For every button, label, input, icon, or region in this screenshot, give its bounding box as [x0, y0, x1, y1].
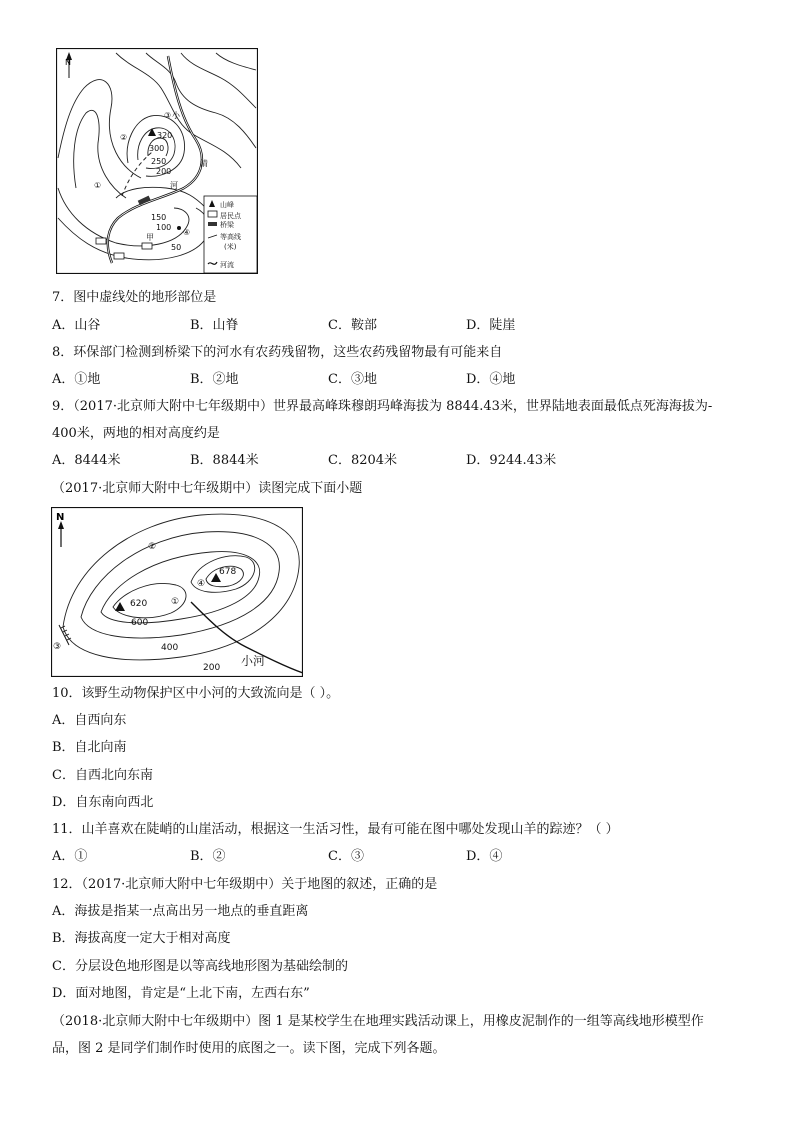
- group-2-intro-line-2: 品，图 2 是同学们制作时使用的底图之一。读下图，完成下列各题。: [52, 1041, 446, 1056]
- q12-option-b[interactable]: B．海拔高度一定大于相对高度: [52, 931, 231, 946]
- point-2: ②: [120, 133, 128, 142]
- contour-300: 300: [149, 144, 165, 153]
- north-label: N: [56, 512, 65, 523]
- contour-400: 400: [161, 643, 179, 653]
- map-legend: [204, 196, 257, 273]
- q8-option-a[interactable]: A．①地: [52, 372, 101, 387]
- river-label: 小河: [241, 654, 266, 668]
- question-8-stem: 8．环保部门检测到桥梁下的河水有农药残留物，这些农药残留物最有可能来自: [52, 345, 503, 360]
- legend-river: 河流: [220, 261, 234, 269]
- q8-option-d[interactable]: D．④地: [466, 372, 516, 387]
- point-1: ①: [94, 181, 102, 190]
- legend-contour: 等高线: [220, 233, 241, 241]
- q11-option-c[interactable]: C．③: [328, 849, 364, 864]
- q11-option-a[interactable]: A．①: [52, 849, 88, 864]
- q10-option-c[interactable]: C．自西北向东南: [52, 768, 153, 783]
- legend-peak: 山峰: [220, 201, 234, 209]
- q11-option-b[interactable]: B．②: [190, 849, 226, 864]
- point-1: ①: [171, 597, 180, 607]
- point-4: ④: [197, 579, 206, 589]
- q8-option-b[interactable]: B．②地: [190, 372, 239, 387]
- question-11-stem: 11．山羊喜欢在陡峭的山崖活动，根据这一生活习性，最有可能在图中哪处发现山羊的踪迹？（ ）: [52, 822, 619, 837]
- contour-200: 200: [203, 663, 221, 673]
- q9-option-c[interactable]: C．8204米: [328, 453, 398, 468]
- q12-option-c[interactable]: C．分层设色地形图是以等高线地形图为基础绘制的: [52, 959, 348, 974]
- point-4: ④: [183, 228, 191, 237]
- question-10-stem: 10．该野生动物保护区中小河的大致流向是（ ）。: [52, 686, 340, 701]
- peak-height: 320: [157, 131, 173, 140]
- question-9-stem-line-1: 9．（2017·北京师大附中七年级期中）世界最高峰珠穆朗玛峰海拔为 8844.43米，世界陆地表面最低点死海海拔为-: [52, 399, 713, 414]
- settlement-icon: [96, 238, 106, 244]
- q9-option-d[interactable]: D．9244.43米: [466, 453, 557, 468]
- river-label-3: 河: [170, 181, 178, 190]
- legend-unit: (米): [224, 243, 237, 251]
- q9-option-a[interactable]: A．8444米: [52, 453, 121, 468]
- peak-height-620: 620: [130, 599, 148, 609]
- river-label-2: 清: [200, 159, 208, 168]
- point-2: ②: [148, 542, 157, 552]
- q7-option-c[interactable]: C．鞍部: [328, 318, 377, 333]
- question-12-stem: 12．（2017·北京师大附中七年级期中）关于地图的叙述，正确的是: [52, 877, 438, 892]
- q7-option-b[interactable]: B．山脊: [190, 318, 239, 333]
- q10-option-d[interactable]: D．自东南向西北: [52, 795, 154, 810]
- q10-option-b[interactable]: B．自北向南: [52, 740, 127, 755]
- contour-200: 200: [156, 167, 172, 176]
- q7-option-d[interactable]: D．陡崖: [466, 318, 516, 333]
- q9-option-b[interactable]: B．8844米: [190, 453, 259, 468]
- settlement-icon: [142, 243, 152, 249]
- legend-settlement: 居民点: [220, 212, 241, 220]
- q8-option-c[interactable]: C．③地: [328, 372, 377, 387]
- settlement-icon: [114, 253, 124, 259]
- river-label-1: 小: [172, 111, 180, 120]
- contour-600: 600: [131, 618, 149, 628]
- contour-map-2: [51, 507, 303, 677]
- village-label: 甲: [146, 233, 154, 242]
- question-9-stem-line-2: 400米，两地的相对高度约是: [52, 426, 220, 441]
- legend-settlement-icon: [208, 211, 217, 217]
- contour-50: 50: [171, 243, 182, 252]
- q12-option-d[interactable]: D．面对地图，肯定是“上北下南，左西右东”: [52, 986, 310, 1001]
- point-3: ③: [53, 642, 62, 652]
- q11-option-d[interactable]: D．④: [466, 849, 503, 864]
- contour-100: 100: [156, 223, 172, 232]
- legend-bridge-icon: [208, 222, 217, 226]
- north-label: N: [65, 58, 71, 67]
- group-1-intro: （2017·北京师大附中七年级期中）读图完成下面小题: [52, 481, 363, 496]
- q7-option-a[interactable]: A．山谷: [52, 318, 101, 333]
- question-7-stem: 7．图中虚线处的地形部位是: [52, 290, 217, 305]
- contour-map-1: [56, 48, 258, 274]
- q12-option-a[interactable]: A．海拔是指某一点高出另一地点的垂直距离: [52, 904, 309, 919]
- peak-height-678: 678: [219, 567, 237, 577]
- point-3: ③: [164, 111, 172, 120]
- q10-option-a[interactable]: A．自西向东: [52, 713, 127, 728]
- contour-150: 150: [151, 213, 167, 222]
- legend-bridge: 桥梁: [220, 221, 234, 229]
- contour-250: 250: [151, 157, 167, 166]
- group-2-intro-line-1: （2018·北京师大附中七年级期中）图 1 是某校学生在地理实践活动课上，用橡皮泥制作的一组等高线地形模型作: [52, 1014, 704, 1029]
